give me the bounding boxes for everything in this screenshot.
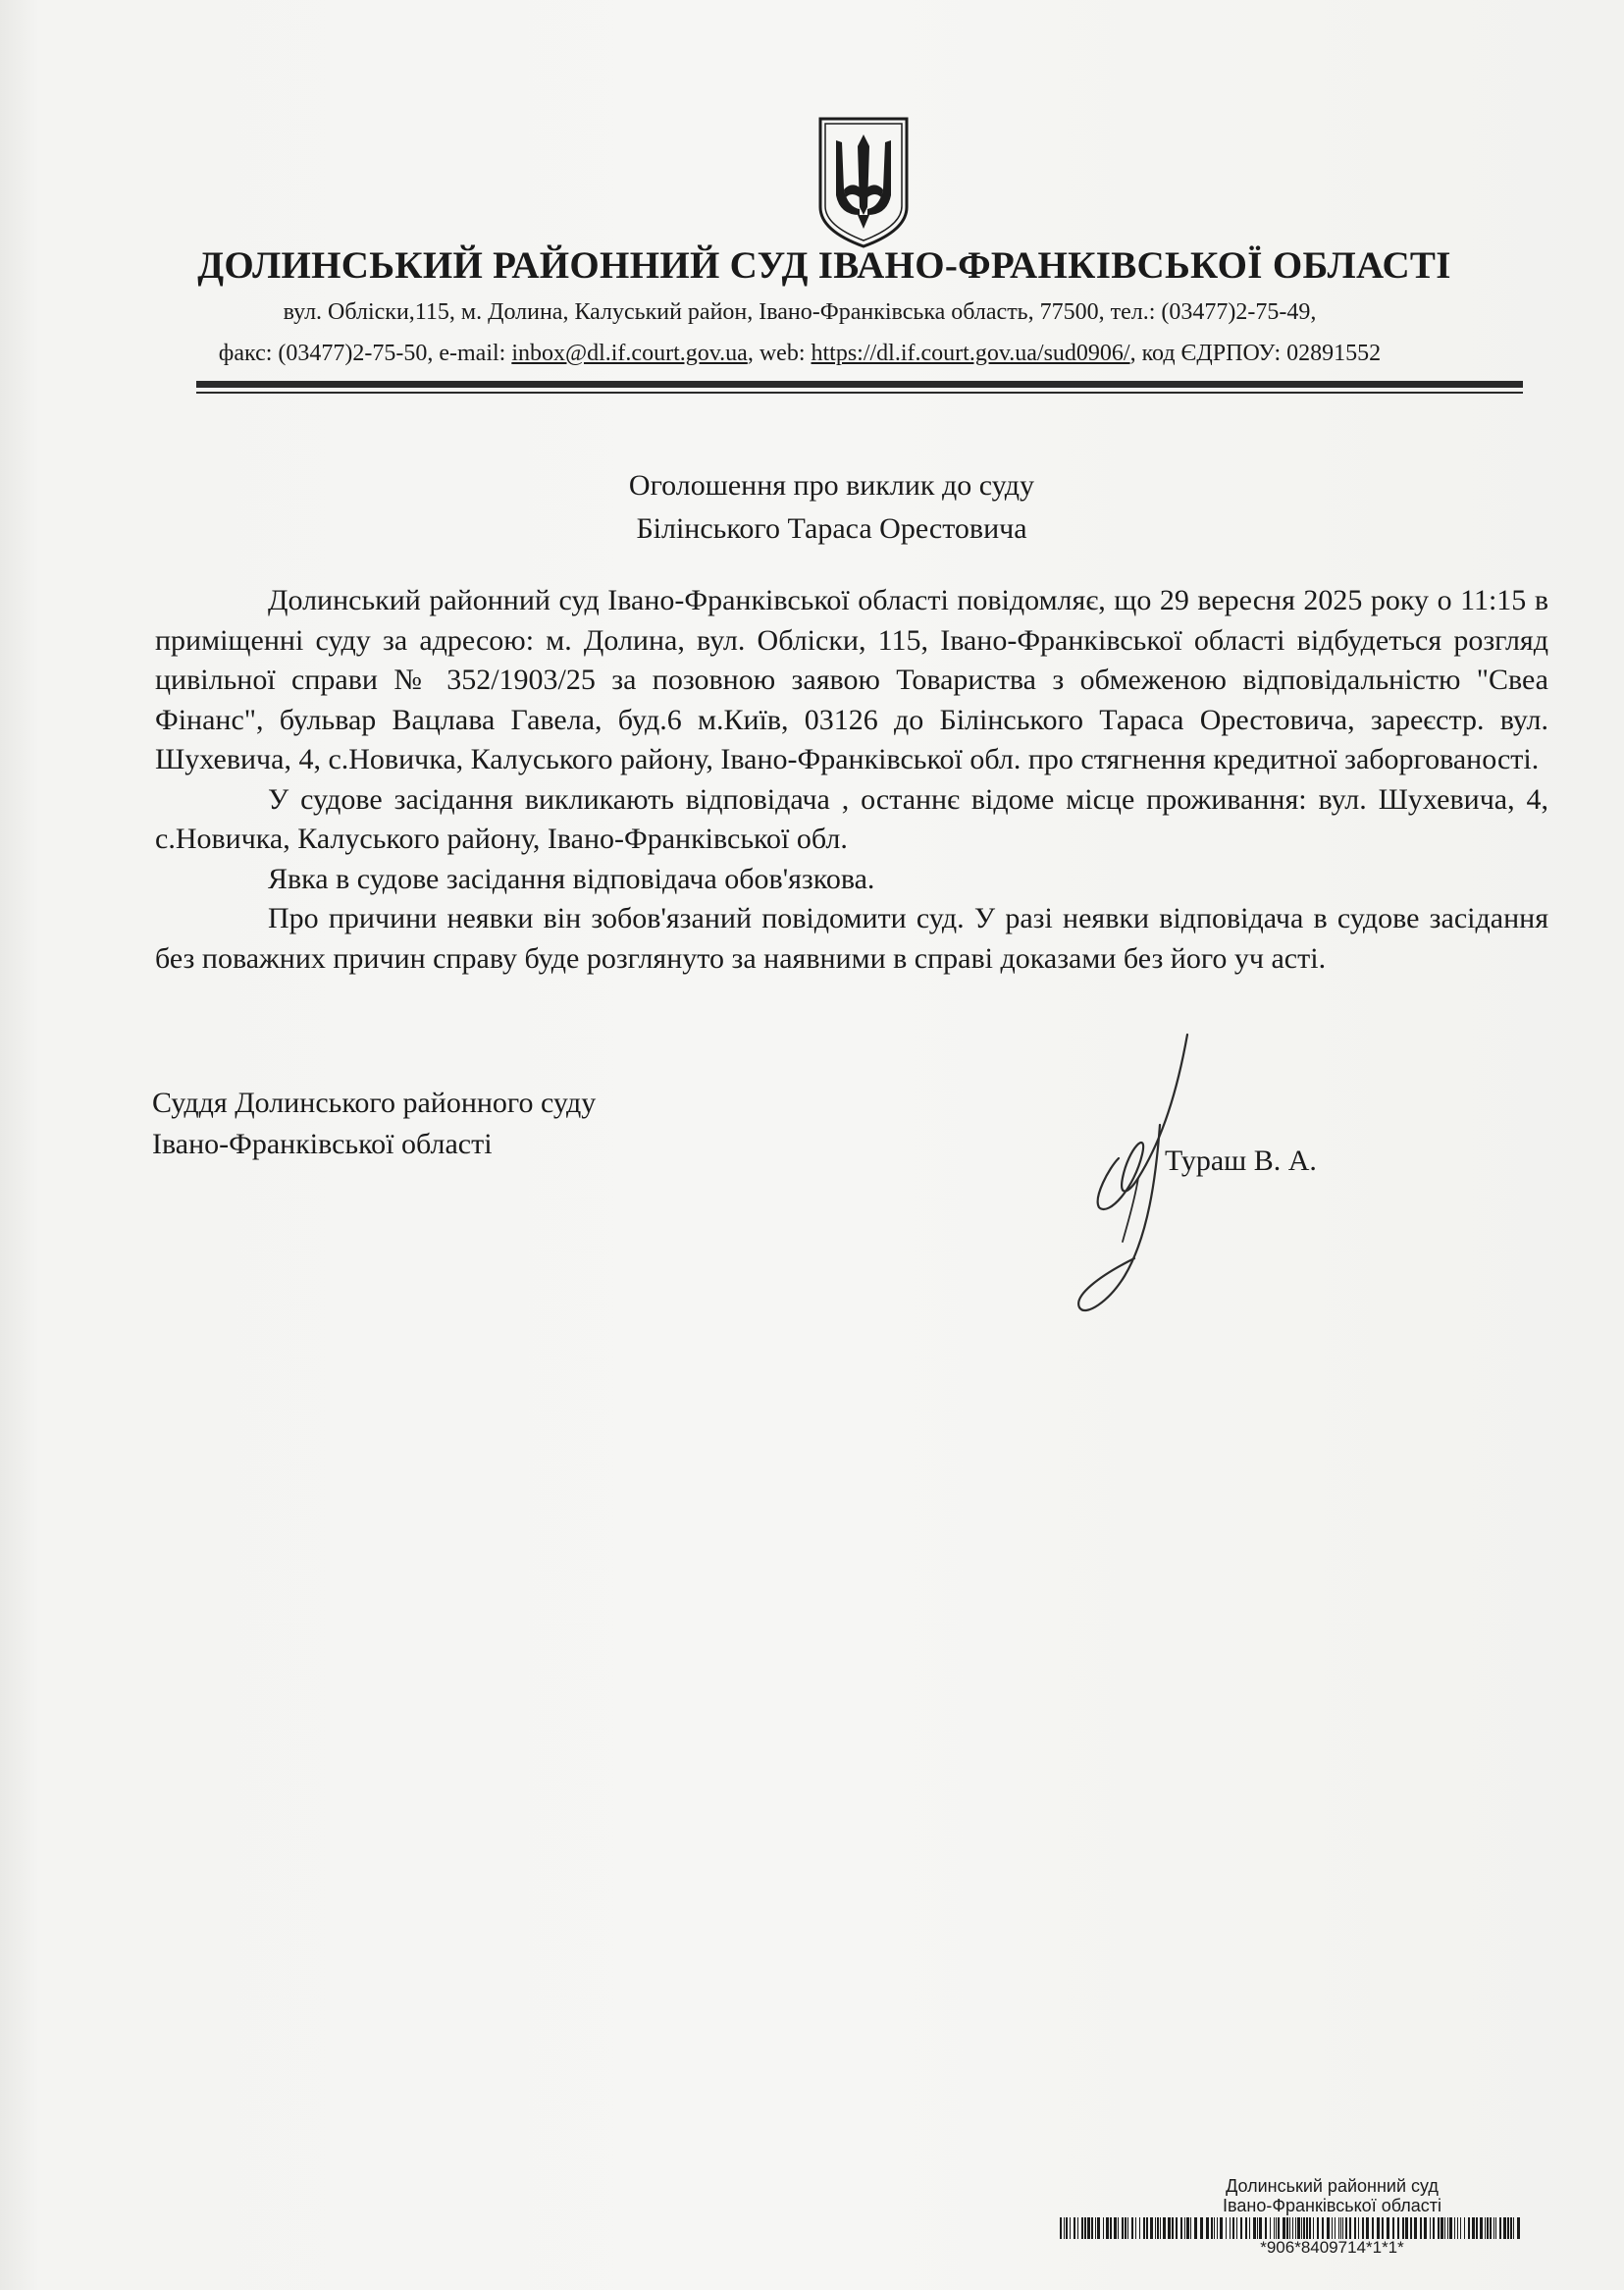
judge-name: Тураш В. А. (1165, 1145, 1317, 1177)
body-paragraph: Явка в судове засідання відповідача обов'язкова. (268, 862, 875, 895)
barcode (1060, 2217, 1521, 2239)
registration-stamp (1060, 2176, 1521, 2257)
court-contacts (118, 341, 1482, 367)
fax-text: факс: (03477)2-75-50, e-mail: (218, 341, 512, 366)
court-address: вул. Обліски,115, м. Долина, Калуський район, Івано-Франківська область, 77500, тел.: (03477)2-75-49, (283, 299, 1317, 325)
website-link[interactable]: https://dl.if.court.gov.ua/sud0906/ (811, 341, 1130, 366)
announcement-title: Оголошення про виклик до суду (628, 469, 1035, 502)
header-divider-thick (196, 381, 1523, 388)
announcement-subject: Білінського Тараса Орестовича (636, 512, 1027, 545)
coat-of-arms-trident-icon (814, 113, 913, 250)
stamp-region-name: Івано-Франківської області (1223, 2196, 1441, 2215)
body-paragraph: Про причини неявки він зобов'язаний повідомити суд. У разі неявки відповідача в судове засідання без поважних причин справу буде розглянуто за наявними в справі доказами без його уч асті. (155, 902, 1548, 975)
barcode-number: *906*8409714*1*1* (1260, 2238, 1404, 2257)
stamp-court-name: Долинський районний суд (1226, 2176, 1439, 2196)
judge-position-line: Івано-Франківської області (152, 1128, 493, 1160)
body-paragraph: У судове засідання викликають відповідача , останнє відоме місце проживання: вул. Шухевича, 4, с.Новичка, Калуського району, Івано-Франківської обл. (155, 782, 1548, 855)
header-divider-thin (196, 392, 1523, 394)
announcement-body (155, 581, 1548, 979)
email-link[interactable]: inbox@dl.if.court.gov.ua (511, 341, 748, 366)
body-paragraph: Долинський районний суд Івано-Франківської області повідомляє, що 29 вересня 2025 року о 11:15 в приміщенні суду за адресою: м. Долина, вул. Обліски, 115, Івано-Франківської області відбудеться розгляд цивільної справи № 352/1903/25 за позовною заявою Товариства з обмеженою відповідальністю "Свеа Фінанс", бульвар Вацлава Гавела, буд.6 м.Київ, 03126 до Білінського Тараса Орестовича, зареєстр. вул. Шухевича, 4, с.Новичка, Калуського району, Івано-Франківської обл. про стягнення кредитної заборгованості. (155, 584, 1548, 775)
handwritten-signature (1040, 1031, 1217, 1325)
judge-position-line: Суддя Долинського районного суду (152, 1087, 597, 1119)
edrpou-text: , код ЄДРПОУ: 02891552 (1129, 341, 1382, 366)
judge-position (152, 1083, 596, 1165)
court-title: ДОЛИНСЬКИЙ РАЙОННИЙ СУД ІВАНО-ФРАНКІВСЬКОЇ ОБЛАСТІ (197, 244, 1451, 287)
web-prefix-text: , web: (747, 341, 812, 366)
